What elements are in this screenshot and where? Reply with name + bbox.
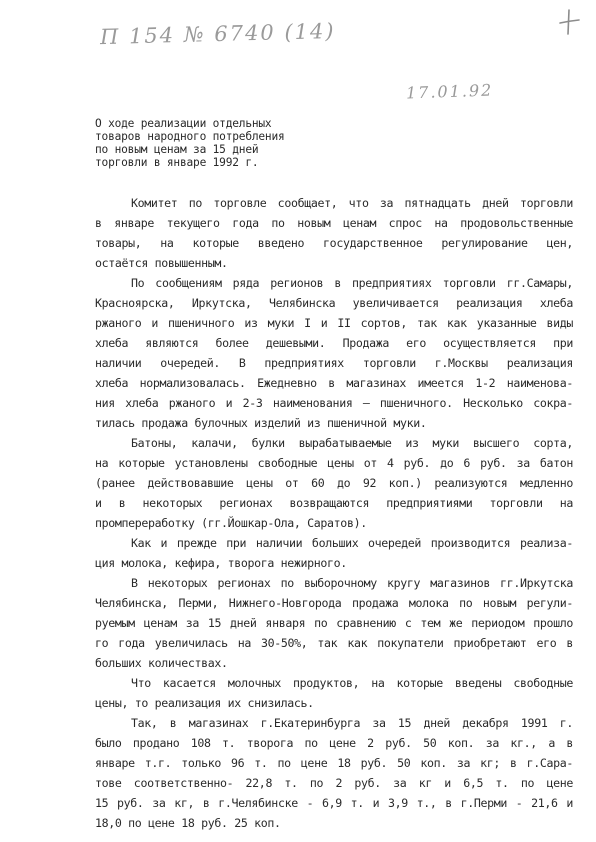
text-line: товары, на которые введено государственное регулирование цен, — [95, 236, 573, 250]
text-line: январе т.г. только 96 т. по цене 18 руб. 50 коп. за кг; в г.Сара- — [95, 756, 573, 770]
document-title — [95, 117, 285, 169]
text-line: 15 руб. за кг, в г.Челябинске - 6,9 т. и 3,9 т., в г.Перми - 21,6 и — [95, 796, 573, 810]
title-line: О ходе реализации отдельных — [95, 117, 272, 130]
paragraph-milk-sales — [95, 573, 573, 673]
text-line: цены, то реализация их снизилась. — [95, 696, 314, 710]
text-line: ржаного и пшеничного из муки I и II сортов, так как указанные виды — [95, 316, 573, 330]
paragraph-bread — [95, 273, 573, 433]
text-line: тилась продажа булочных изделий из пшеничной муки. — [95, 416, 427, 430]
text-line: Так, в магазинах г.Екатеринбурга за 15 дней декабря 1991 г. — [131, 716, 573, 730]
text-line: наличии очередей. В предприятиях торговли г.Москвы реализация — [95, 356, 573, 370]
title-line: торговли в январе 1992 г. — [95, 156, 259, 169]
paragraph-milk-queues — [95, 533, 573, 573]
paragraph-demand — [95, 193, 573, 273]
handwritten-plus-mark — [558, 8, 580, 36]
text-line: в январе текущего года по новым ценам спрос на продовольственные — [95, 216, 573, 230]
document-body — [95, 193, 573, 833]
paragraph-loaves — [95, 433, 573, 533]
paragraph-dairy — [95, 673, 573, 713]
paragraph-cottage-cheese — [95, 713, 573, 833]
text-line: Красноярска, Иркутска, Челябинска увеличивается реализация хлеба — [95, 296, 573, 310]
text-line: и в некоторых регионах возвращаются предприятиями торговли на — [95, 496, 573, 510]
text-line: было продано 108 т. творога по цене 2 руб. 50 коп. за кг., а в — [95, 736, 573, 750]
title-line: по новым ценам за 15 дней — [95, 143, 259, 156]
text-line: ния хлеба ржаного и 2-3 наименования – пшеничного. Несколько сокра- — [95, 396, 573, 410]
handwritten-date: 17.01.92 — [405, 80, 494, 103]
text-line: (ранее действовавшие цены от 60 до 92 коп.) реализуются медленно — [95, 476, 573, 490]
text-line: хлеба нормализовалась. Ежедневно в магазинах имеется 1-2 наименова- — [95, 376, 573, 390]
text-line: По сообщениям ряда регионов в предприятиях торговли гг.Самары, — [131, 276, 573, 290]
text-line: го года увеличилась на 30-50%, так как покупатели приобретают его в — [95, 636, 573, 650]
text-line: В некоторых регионах по выборочному кругу магазинов гг.Иркутска — [131, 576, 573, 590]
text-line: 18,0 по цене 18 руб. 25 коп. — [95, 816, 281, 830]
text-line: остаётся повышенным. — [95, 256, 228, 270]
text-line: ция молока, кефира, творога нежирного. — [95, 556, 347, 570]
title-line: товаров народного потребления — [95, 130, 285, 143]
text-line: Батоны, калачи, булки вырабатываемые из муки высшего сорта, — [131, 436, 573, 450]
text-line: тове соответственно- 22,8 т. по 2 руб. за кг и 6,5 т. по цене — [95, 776, 573, 790]
text-line: Челябинска, Перми, Нижнего-Новгорода продажа молока по новым регули- — [95, 596, 573, 610]
text-line: на которые установлены свободные цены от 4 руб. до 6 руб. за батон — [95, 456, 573, 470]
text-line: руемым ценам за 15 дней января по сравнению с тем же периодом прошло — [95, 616, 573, 630]
text-line: Что касается молочных продуктов, на которые введены свободные — [131, 676, 573, 690]
text-line: хлеба являются более дешевыми. Продажа его осуществляется при — [95, 336, 573, 350]
text-line: больших количествах. — [95, 656, 228, 670]
text-line: Комитет по торговле сообщает, что за пятнадцать дней торговли — [131, 196, 573, 210]
text-line: промпереработку (гг.Йошкар-Ола, Саратов). — [95, 516, 367, 530]
text-line: Как и прежде при наличии больших очередей производится реализа- — [131, 536, 573, 550]
handwritten-registration-number: П 154 № 6740 (14) — [99, 18, 336, 50]
